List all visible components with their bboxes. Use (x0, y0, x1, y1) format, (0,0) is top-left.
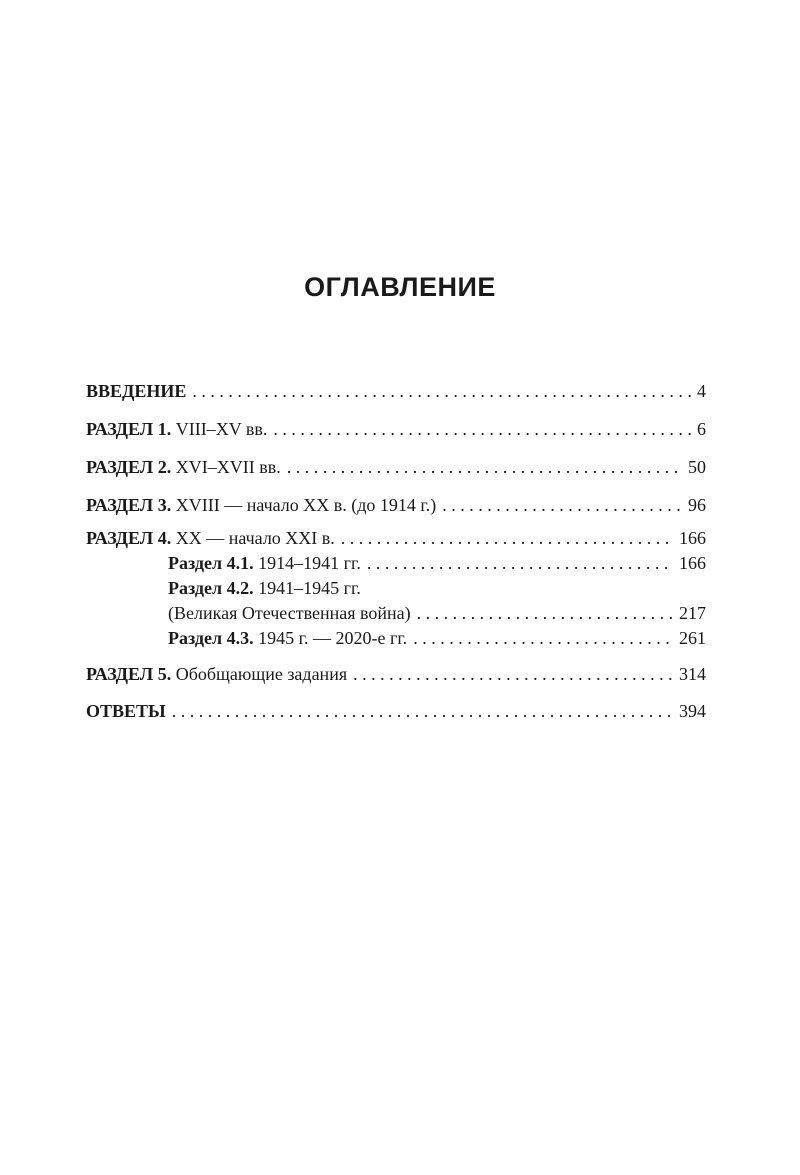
page-title: ОГЛАВЛЕНИЕ (304, 272, 496, 302)
dot-leader (172, 698, 673, 724)
dot-leader (413, 625, 673, 651)
toc-entry-section-3[interactable] (86, 492, 706, 518)
dot-leader (192, 378, 691, 404)
toc-entry-section-1[interactable] (86, 416, 706, 442)
toc-entry-number: Раздел 4.3. (168, 628, 254, 648)
toc-page-number: 166 (679, 528, 706, 548)
toc-page-number: 217 (679, 603, 706, 623)
dot-leader (273, 416, 691, 442)
dot-leader (417, 600, 673, 626)
toc-entry-label-continued: (Великая Отечественная война) (168, 603, 411, 623)
toc-entry-section-2[interactable] (86, 454, 706, 480)
toc-entry-number: РАЗДЕЛ 4. (86, 528, 172, 548)
dot-leader (442, 492, 682, 518)
toc-page-number: 314 (679, 664, 706, 684)
toc-entry-number: РАЗДЕЛ 2. (86, 457, 172, 477)
toc-page-number: 4 (697, 381, 706, 401)
toc-entry-section-4-2-continued[interactable] (168, 600, 706, 626)
toc-entry-section-4-1[interactable] (168, 550, 706, 576)
toc-page-number: 394 (679, 701, 706, 721)
toc-entry-number: РАЗДЕЛ 3. (86, 495, 172, 515)
toc-page-number: 50 (688, 457, 706, 477)
toc-entry-answers[interactable] (86, 698, 706, 724)
dot-leader (353, 661, 673, 687)
toc-page-number: 261 (679, 628, 706, 648)
toc-entry-label: XVIII — начало XX в. (до 1914 г.) (171, 495, 437, 515)
toc-entry-section-4-2[interactable] (168, 575, 706, 601)
toc-entry-label: ВВЕДЕНИЕ (86, 381, 187, 401)
dot-leader (341, 525, 673, 551)
toc-entry-label: ОТВЕТЫ (86, 701, 166, 721)
toc-entry-number: РАЗДЕЛ 5. (86, 664, 172, 684)
toc-entry-section-4-3[interactable] (168, 625, 706, 651)
toc-entry-section-4[interactable] (86, 525, 706, 551)
toc-entry-label: 1941–1945 гг. (253, 578, 361, 598)
dot-leader (367, 550, 673, 576)
toc-page-number: 166 (679, 553, 706, 573)
toc-entry-label: 1914–1941 гг. (253, 553, 361, 573)
toc-entry-label: 1945 г. — 2020-е гг. (253, 628, 408, 648)
toc-page-number: 96 (688, 495, 706, 515)
toc-entry-section-5[interactable] (86, 661, 706, 687)
toc-entry-number: Раздел 4.2. (168, 578, 254, 598)
toc-entry-label: Обобщающие задания (171, 664, 348, 684)
toc-entry-intro[interactable] (86, 378, 706, 404)
toc-entry-label: XVI–XVII вв. (171, 457, 281, 477)
toc-entry-label: XX — начало XXI в. (171, 528, 335, 548)
toc-entry-number: РАЗДЕЛ 1. (86, 419, 172, 439)
dot-leader (287, 454, 682, 480)
toc-entry-number: Раздел 4.1. (168, 553, 254, 573)
toc-page-number: 6 (697, 419, 706, 439)
toc-entry-label: VIII–XV вв. (171, 419, 268, 439)
